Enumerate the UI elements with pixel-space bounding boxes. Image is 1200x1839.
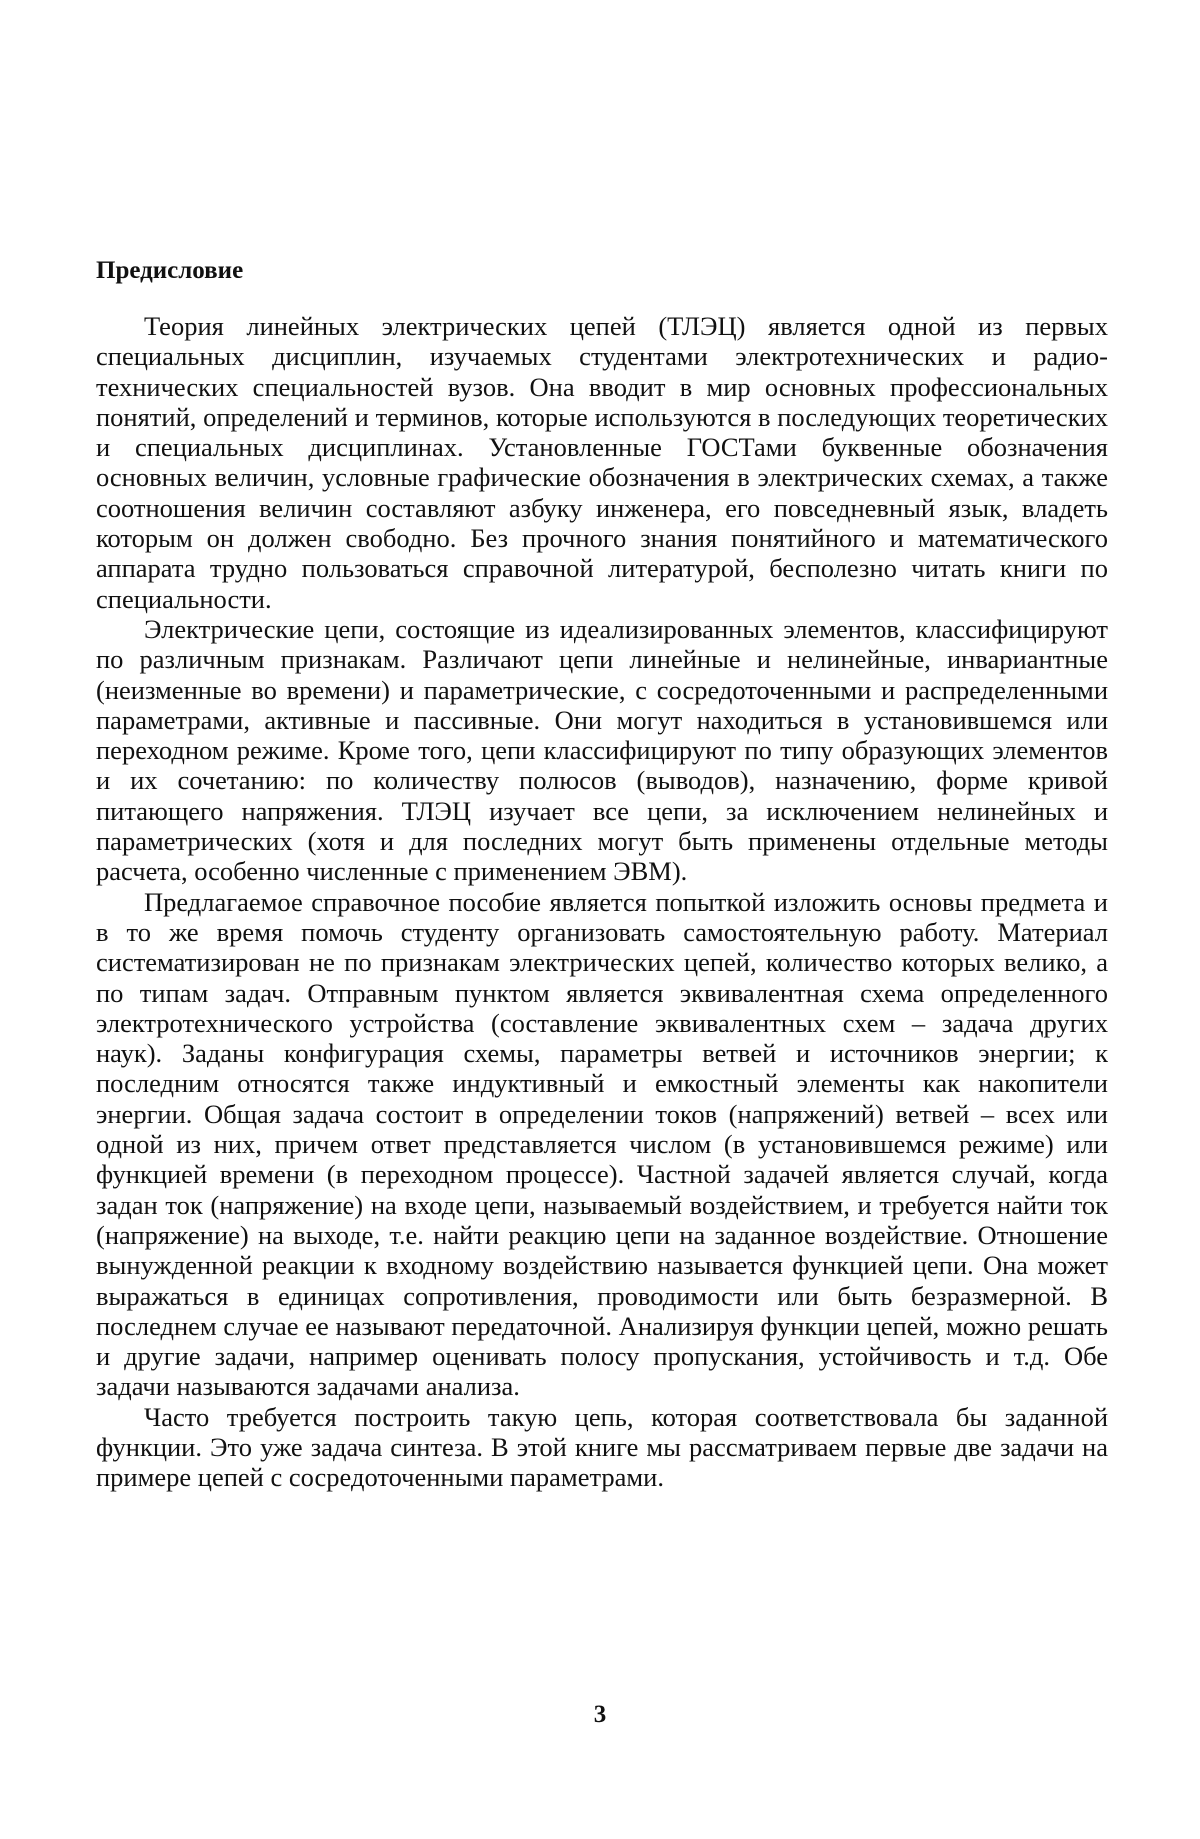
paragraph-2: Электрические цепи, состоящие из идеализированных элементов, классифицируют по различным признакам. Различают цепи линейные и нелинейные, инвариантные (неизменные во времени) и параметрические, с сосредоточенными и распределенными параметрами, активные и пассивные. Они могут находиться в установившемся или переходном режиме. Кроме того, цепи классифицируют по типу образующих элементов и их сочетанию: по количеству полюсов (выводов), назначению, форме кривой питающего напряжения. ТЛЭЦ изучает все цепи, за исключением нелинейных и параметрических (хотя и для последних могут быть применены отдельные методы расчета, особенно численные с применением ЭВМ). bbox=[96, 613, 1108, 887]
body-text bbox=[96, 311, 1108, 1493]
page-title: Предисловие bbox=[96, 257, 244, 284]
paragraph-4: Часто требуется построить такую цепь, которая соответствовала бы заданной функции. Это уже задача синтеза. В этой книге мы рассматриваем первые две задачи на примере цепей с сосредоточенными параметрами. bbox=[96, 1401, 1108, 1493]
page-number: 3 bbox=[593, 1701, 607, 1728]
paragraph-3: Предлагаемое справочное пособие является попыткой изложить основы предмета и в то же время помочь студенту организовать самостоятельную работу. Материал систематизирован не по признакам электрических цепей, количество которых велико, а по типам задач. Отправным пунктом является эквивалентная схема определенного электротехнического устройства (составление эквивалентных схем – задача других наук). Заданы конфигурация схемы, параметры ветвей и источников энергии; к последним относятся также индуктивный и емкостный элементы как накопители энергии. Общая задача состоит в определении токов (напряжений) ветвей – всех или одной из них, причем ответ представляется числом (в установившемся режиме) или функцией времени (в переходном процессе). Частной задачей является случай, когда задан ток (напряжение) на входе цепи, называемый воздействием, и требуется найти ток (напряжение) на выходе, т.е. найти реакцию цепи на заданное воздействие. Отношение вынужденной реакции к входному воздействию называется функцией цепи. Она может выражаться в единицах сопротивления, проводимости или быть безразмерной. В последнем случае ее называют передаточной. Анализируя функции цепей, можно решать и другие задачи, например оценивать полосу пропускания, устойчивость и т.д. Обе задачи называются задачами анализа. bbox=[96, 886, 1108, 1402]
paragraph-1: Теория линейных электрических цепей (ТЛЭЦ) является одной из первых специальных дисциплин, изучаемых студентами электротехнических и радиотехнических специальностей вузов. Она вводит в мир основных профессиональных понятий, определений и терминов, которые используются в последующих теоретических и специальных дисциплинах. Установленные ГОСТами буквенные обозначения основных величин, условные графические обозначения в электрических схемах, а также соотношения величин составляют азбуку инженера, его повседневный язык, владеть которым он должен свободно. Без прочного знания понятийного и математического аппарата трудно пользоваться справочной литературой, бесполезно читать книги по специальности. bbox=[96, 311, 1108, 614]
